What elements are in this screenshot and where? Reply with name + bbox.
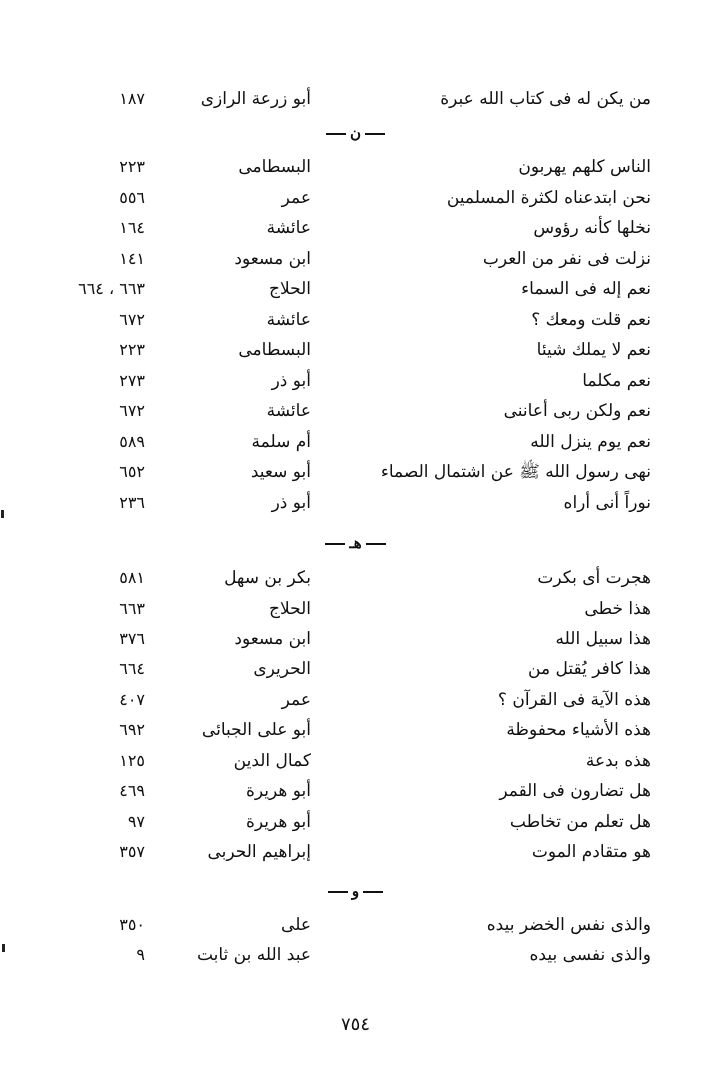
entry-quote: نزلت فى نفر من العرب xyxy=(482,249,651,269)
entry-narrator: عائشة xyxy=(266,310,311,330)
index-entry xyxy=(0,654,711,684)
entry-narrator: الحلاج xyxy=(269,599,311,619)
entry-quote: نوراً أنى أراه xyxy=(563,493,651,513)
entry-quote: هل تضارون فى القمر xyxy=(499,781,651,801)
section-letter: هـ xyxy=(349,534,362,552)
index-entry xyxy=(0,746,711,776)
entry-pages: ٥٥٦ xyxy=(119,188,145,207)
entry-pages: ٩ xyxy=(136,945,145,964)
entry-pages: ٥٨٩ xyxy=(119,432,145,451)
entry-quote: والذى نفسى بيده xyxy=(529,945,651,965)
entry-narrator: أبو هريرة xyxy=(245,812,311,832)
entry-narrator: أبو على الجبائى xyxy=(201,720,311,740)
entry-narrator: عمر xyxy=(281,188,311,208)
dash-rule xyxy=(328,891,348,893)
entry-pages: ٦٦٣ ، ٦٦٤ xyxy=(78,279,145,298)
index-entry xyxy=(0,685,711,715)
entry-quote: الناس كلهم يهربون xyxy=(518,157,651,177)
index-entry xyxy=(0,335,711,365)
entry-pages: ٥٨١ xyxy=(119,568,145,587)
entry-pages: ٩٧ xyxy=(127,812,145,831)
index-entry xyxy=(0,563,711,593)
entry-pages: ٦٩٢ xyxy=(119,720,145,739)
entry-quote: هو متقادم الموت xyxy=(531,842,651,862)
index-entry xyxy=(0,910,711,940)
scan-speck xyxy=(1,510,4,518)
index-entry xyxy=(0,940,711,970)
entry-pages: ٤٦٩ xyxy=(119,781,145,800)
entry-narrator: إبراهيم الحربى xyxy=(207,842,311,862)
page-number: ٧٥٤ xyxy=(340,1014,370,1035)
entry-narrator: كمال الدين xyxy=(233,751,311,771)
index-entry xyxy=(0,624,711,654)
index-entry xyxy=(0,807,711,837)
entry-pages: ٢٣٦ xyxy=(119,493,145,512)
section-header-nun xyxy=(0,118,711,148)
entry-quote: نعم يوم ينزل الله xyxy=(530,432,651,452)
section-letter: و xyxy=(351,882,360,900)
entry-pages: ١٦٤ xyxy=(119,218,145,237)
entry-quote: هجرت أى بكرت xyxy=(537,568,651,588)
entry-narrator: ابن مسعود xyxy=(234,629,311,649)
entry-narrator: على xyxy=(281,915,311,935)
entry-pages: ١٤١ xyxy=(119,249,145,268)
index-entry xyxy=(0,837,711,867)
entry-quote: هذا كافر يُقتل من xyxy=(528,659,651,679)
entry-quote: هذه الأشياء محفوظة xyxy=(506,720,651,740)
index-entry xyxy=(0,305,711,335)
entry-narrator: الحريرى xyxy=(253,659,311,679)
entry-pages: ٣٥٠ xyxy=(119,915,145,934)
entry-narrator: أبو هريرة xyxy=(245,781,311,801)
index-entry xyxy=(0,776,711,806)
entry-narrator: عائشة xyxy=(266,218,311,238)
section-letter: ن xyxy=(349,124,361,142)
index-entry xyxy=(0,366,711,396)
index-entry xyxy=(0,427,711,457)
index-entry xyxy=(0,457,711,487)
entry-pages: ٦٧٢ xyxy=(119,310,145,329)
entry-quote: هل تعلم من تخاطب xyxy=(509,812,651,832)
entry-quote: هذه بدعة xyxy=(585,751,651,771)
entry-quote: نحن ابتدعناه لكثرة المسلمين xyxy=(446,188,651,208)
entry-narrator: أبو زرعة الرازى xyxy=(200,89,311,109)
dash-rule xyxy=(326,133,346,135)
entry-narrator: عائشة xyxy=(266,401,311,421)
entry-narrator: البسطامى xyxy=(238,340,311,360)
entry-pages: ١٢٥ xyxy=(119,751,145,770)
entry-narrator: البسطامى xyxy=(238,157,311,177)
section-header-ha xyxy=(0,528,711,558)
entry-narrator: ابن مسعود xyxy=(234,249,311,269)
scan-speck xyxy=(2,944,5,952)
index-entry xyxy=(0,183,711,213)
index-entry xyxy=(0,84,711,114)
entry-narrator: الحلاج xyxy=(269,279,311,299)
entry-quote: هذا سبيل الله xyxy=(555,629,651,649)
index-entry xyxy=(0,274,711,304)
entry-quote: نعم مكلما xyxy=(582,371,651,391)
entry-quote: نخلها كأنه رؤوس xyxy=(533,218,651,238)
entry-narrator: عبد الله بن ثابت xyxy=(196,945,311,965)
entry-narrator: بكر بن سهل xyxy=(224,568,311,588)
entry-pages: ٦٦٣ xyxy=(119,599,145,618)
entry-pages: ٦٦٤ xyxy=(119,659,145,678)
dash-rule xyxy=(366,543,386,545)
dash-rule xyxy=(363,891,383,893)
entry-narrator: أبو سعيد xyxy=(250,462,311,482)
entry-quote: نعم لا يملك شيئا xyxy=(536,340,651,360)
index-entry xyxy=(0,244,711,274)
section-header-waw xyxy=(0,876,711,906)
entry-pages: ١٨٧ xyxy=(119,89,145,108)
index-entry xyxy=(0,396,711,426)
entry-pages: ٣٥٧ xyxy=(119,842,145,861)
entry-quote: نعم إله فى السماء xyxy=(521,279,651,299)
entry-narrator: عمر xyxy=(281,690,311,710)
entry-quote: والذى نفس الخضر بيده xyxy=(486,915,651,935)
entry-quote: هذه الآية فى القرآن ؟ xyxy=(497,690,651,710)
entry-quote: من يكن له فى كتاب الله عبرة xyxy=(440,89,651,109)
index-entry xyxy=(0,488,711,518)
index-entry xyxy=(0,715,711,745)
dash-rule xyxy=(365,133,385,135)
index-entry xyxy=(0,594,711,624)
entry-pages: ٤٠٧ xyxy=(119,690,145,709)
entry-pages: ٦٧٢ xyxy=(119,401,145,420)
entry-quote: نهى رسول الله ﷺ عن اشتمال الصماء xyxy=(380,462,651,482)
entry-pages: ٦٥٢ xyxy=(119,462,145,481)
entry-pages: ٣٧٦ xyxy=(119,629,145,648)
index-entry xyxy=(0,152,711,182)
entry-quote: نعم ولكن ربى أعاننى xyxy=(503,401,651,421)
entry-quote: هذا خطى xyxy=(584,599,651,619)
dash-rule xyxy=(325,543,345,545)
entry-narrator: أبو ذر xyxy=(271,493,311,513)
entry-quote: نعم قلت ومعك ؟ xyxy=(531,310,651,330)
entry-narrator: أبو ذر xyxy=(271,371,311,391)
entry-pages: ٢٧٣ xyxy=(119,371,145,390)
entry-pages: ٢٢٣ xyxy=(119,340,145,359)
entry-narrator: أم سلمة xyxy=(251,432,311,452)
entry-pages: ٢٢٣ xyxy=(119,157,145,176)
index-entry xyxy=(0,213,711,243)
